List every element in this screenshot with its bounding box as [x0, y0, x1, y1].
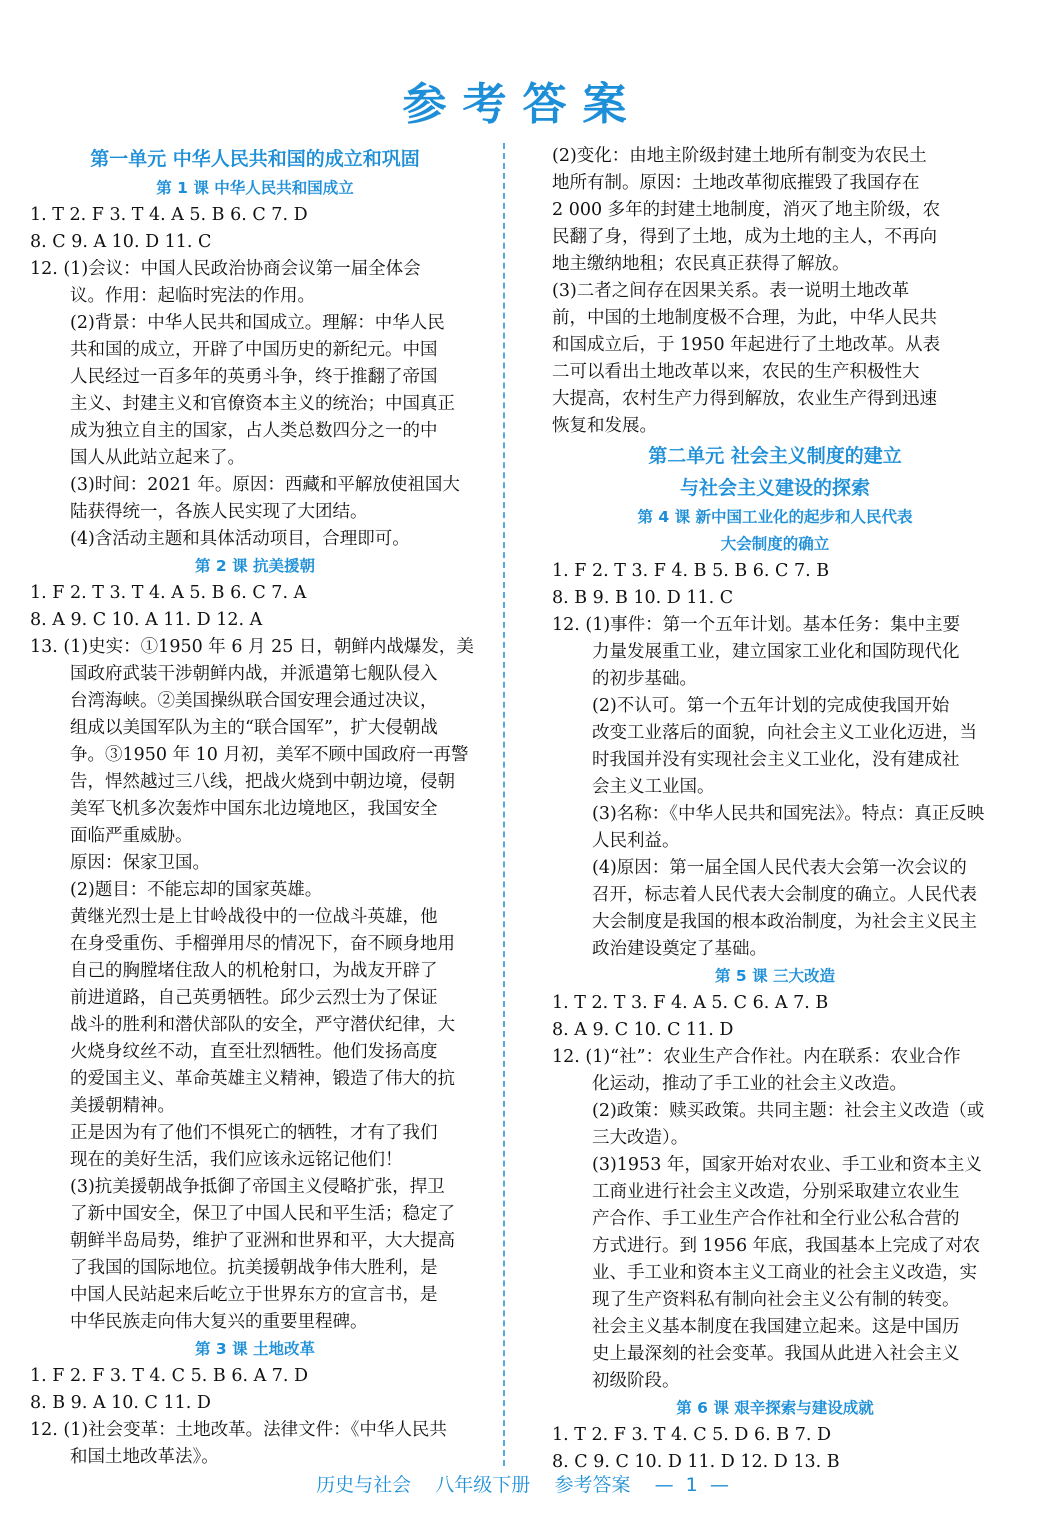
answer-line: 前，中国的土地制度极不合理，为此，中华人民共	[552, 308, 937, 328]
unit-heading: 第二单元 社会主义制度的建立	[648, 445, 902, 467]
answer-line-indented: 在身受重伤、手榴弹用尽的情况下，奋不顾身地用	[70, 934, 455, 954]
answer-line-indented: (2)背景：中华人民共和国成立。理解：中华人民	[70, 313, 445, 333]
answer-line-indented: 了我国的国际地位。抗美援朝战争伟大胜利，是	[70, 1258, 438, 1278]
right-column	[552, 143, 998, 1476]
lesson-heading: 第 3 课 土地改革	[195, 1340, 315, 1358]
answer-line-indented: 前进道路，自己英勇牺牲。邱少云烈士为了保证	[70, 988, 438, 1008]
answer-line: 地所有制。原因：土地改革彻底摧毁了我国存在	[552, 173, 920, 193]
lesson-heading: 大会制度的确立	[720, 535, 830, 553]
answer-line-indented: 美援朝精神。	[70, 1096, 175, 1116]
answer-line-indented: 大会制度是我国的根本政治制度，为社会主义民主	[592, 912, 977, 932]
answer-line-indented: 朝鲜半岛局势，维护了亚洲和世界和平，大大提高	[70, 1231, 455, 1251]
answer-line-indented: 人民经过一百多年的英勇斗争，终于推翻了帝国	[70, 367, 438, 387]
answer-line-indented: 正是因为有了他们不惧死亡的牺牲，才有了我们	[70, 1123, 438, 1143]
answer-line: 1. T 2. F 3. T 4. C 5. D 6. B 7. D	[552, 1425, 831, 1445]
answer-line-indented: 三大改造）。	[592, 1128, 689, 1148]
answer-line-indented: 现了生产资料私有制向社会主义公有制的转变。	[592, 1290, 960, 1310]
answer-line: 1. F 2. T 3. F 4. B 5. B 6. C 7. B	[552, 561, 830, 581]
answer-line-indented: 和国土地改革法》。	[70, 1447, 219, 1467]
answer-line: 1. F 2. T 3. T 4. A 5. B 6. C 7. A	[30, 583, 307, 603]
answer-line-indented: 争。③1950 年 10 月初，美军不顾中国政府一再警	[70, 745, 469, 765]
answer-line-indented: 史上最深刻的社会变革。我国从此进入社会主义	[592, 1344, 960, 1364]
answer-line-indented: 台湾海峡。②美国操纵联合国安理会通过决议，	[70, 691, 438, 711]
answer-line-indented: 自己的胸膛堵住敌人的机枪射口，为战友开辟了	[70, 961, 438, 981]
answer-line-indented: 陆获得统一，各族人民实现了大团结。	[70, 502, 368, 522]
answer-line-indented: (3)抗美援朝战争抵御了帝国主义侵略扩张，捍卫	[70, 1177, 445, 1197]
answer-line-indented: (3)名称：《中华人民共和国宪法》。特点：真正反映	[592, 804, 985, 824]
answer-line-indented: 了新中国安全，保卫了中国人民和平生活；稳定了	[70, 1204, 455, 1224]
answer-line: 8. B 9. A 10. C 11. D	[30, 1393, 211, 1413]
answer-line-indented: 现在的美好生活，我们应该永远铭记他们！	[70, 1150, 403, 1170]
answer-line-indented: 美军飞机多次轰炸中国东北边境地区，我国安全	[70, 799, 438, 819]
answer-line: 恢复和发展。	[552, 416, 657, 436]
answer-line-indented: 社会主义基本制度在我国建立起来。这是中国历	[592, 1317, 960, 1337]
answer-line-indented: 力量发展重工业，建立国家工业化和国防现代化	[592, 642, 960, 662]
answer-line: 12. (1)事件：第一个五年计划。基本任务：集中主要	[552, 615, 961, 635]
answer-line: 和国成立后，于 1950 年起进行了土地改革。从表	[552, 335, 941, 355]
answer-line-indented: 中国人民站起来后屹立于世界东方的宣言书，是	[70, 1285, 438, 1305]
answer-line: 12. (1)会议：中国人民政治协商会议第一届全体会	[30, 259, 421, 279]
answer-line-indented: 召开，标志着人民代表大会制度的确立。人民代表	[592, 885, 977, 905]
answer-line: 民翻了身，得到了土地，成为土地的主人，不再向	[552, 227, 937, 247]
answer-line: 8. C 9. C 10. D 11. D 12. D 13. B	[552, 1452, 840, 1472]
answer-line-indented: 产合作、手工业生产合作社和全行业公私合营的	[592, 1209, 960, 1229]
answer-line-indented: (2)不认可。第一个五年计划的完成使我国开始	[592, 696, 950, 716]
answer-line: 8. B 9. B 10. D 11. C	[552, 588, 734, 608]
answer-line: 1. F 2. F 3. T 4. C 5. B 6. A 7. D	[30, 1366, 309, 1386]
answer-line: 13. (1)史实：①1950 年 6 月 25 日，朝鲜内战爆发，美	[30, 637, 474, 657]
answer-line-indented: 成为独立自主的国家，占人类总数四分之一的中	[70, 421, 438, 441]
answer-line: 1. T 2. T 3. F 4. A 5. C 6. A 7. B	[552, 993, 829, 1013]
answer-line-indented: (3)时间：2021 年。原因：西藏和平解放使祖国大	[70, 475, 460, 495]
answer-line-indented: 面临严重威胁。	[70, 826, 193, 846]
unit-heading: 第一单元 中华人民共和国的成立和巩固	[90, 148, 420, 170]
answer-line-indented: 化运动，推动了手工业的社会主义改造。	[592, 1074, 907, 1094]
lesson-heading: 第 2 课 抗美援朝	[195, 557, 315, 575]
answer-line-indented: 会主义工业国。	[592, 777, 715, 797]
left-column	[30, 143, 480, 1471]
answer-line-indented: 初级阶段。	[592, 1371, 680, 1391]
lesson-heading: 第 1 课 中华人民共和国成立	[156, 179, 354, 197]
answer-line-indented: 时我国并没有实现社会主义工业化，没有建成社	[592, 750, 960, 770]
answer-line-indented: 中华民族走向伟大复兴的重要里程碑。	[70, 1312, 368, 1332]
unit-heading: 与社会主义建设的探索	[679, 477, 870, 499]
answer-line-indented: 议。作用：起临时宪法的作用。	[70, 286, 315, 306]
answer-line-indented: 战斗的胜利和潜伏部队的安全，严守潜伏纪律，大	[70, 1015, 455, 1035]
answer-line: 12. (1)社会变革：土地改革。法律文件：《中华人民共	[30, 1420, 447, 1440]
answer-line: (2)变化：由地主阶级封建土地所有制变为农民土	[552, 146, 927, 166]
answer-line: 地主缴纳地租；农民真正获得了解放。	[552, 254, 850, 274]
lesson-heading: 第 6 课 艰辛探索与建设成就	[676, 1399, 874, 1417]
page-footer: 历史与社会 八年级下册 参考答案 — 1 —	[316, 1474, 729, 1496]
answer-line: 12. (1)“社”：农业生产合作社。内在联系：农业合作	[552, 1047, 961, 1067]
answer-line-indented: (4)含活动主题和具体活动项目，合理即可。	[70, 529, 410, 549]
page-title: 参考答案	[402, 79, 643, 130]
answer-line: 8. C 9. A 10. D 11. C	[30, 232, 212, 252]
lesson-heading: 第 5 课 三大改造	[715, 967, 835, 985]
answer-line-indented: 国政府武装干涉朝鲜内战，并派遣第七舰队侵入	[70, 664, 438, 684]
answer-line-indented: 业、手工业和资本主义工商业的社会主义改造，实	[592, 1263, 977, 1283]
answer-line-indented: 告，悍然越过三八线，把战火烧到中朝边境，侵朝	[70, 772, 455, 792]
answer-line-indented: (4)原因：第一届全国人民代表大会第一次会议的	[592, 858, 967, 878]
answer-line-indented: 共和国的成立，开辟了中国历史的新纪元。中国	[70, 340, 438, 360]
answer-line-indented: 主义、封建主义和官僚资本主义的统治；中国真正	[70, 394, 455, 414]
answer-line-indented: 的初步基础。	[592, 669, 697, 689]
answer-line: (3)二者之间存在因果关系。表一说明土地改革	[552, 281, 910, 301]
answer-line-indented: (2)政策：赎买政策。共同主题：社会主义改造（或	[592, 1101, 985, 1121]
answer-line-indented: 的爱国主义、革命英雄主义精神，锻造了伟大的抗	[70, 1069, 455, 1089]
answer-line-indented: 改变工业落后的面貌，向社会主义工业化迈进，当	[592, 723, 977, 743]
answer-line: 二可以看出土地改革以来，农民的生产积极性大	[552, 362, 920, 382]
answer-line-indented: 火烧身纹丝不动，直至壮烈牺牲。他们发扬高度	[70, 1042, 438, 1062]
lesson-heading: 第 4 课 新中国工业化的起步和人民代表	[637, 508, 913, 526]
answer-line-indented: (3)1953 年，国家开始对农业、手工业和资本主义	[592, 1155, 982, 1175]
answer-line: 8. A 9. C 10. C 11. D	[552, 1020, 734, 1040]
answer-line-indented: 人民利益。	[592, 831, 680, 851]
answer-line-indented: 国人从此站立起来了。	[70, 448, 245, 468]
answer-line: 2 000 多年的封建土地制度，消灭了地主阶级，农	[552, 200, 941, 220]
answer-line: 1. T 2. F 3. T 4. A 5. B 6. C 7. D	[30, 205, 308, 225]
answer-line-indented: 工商业进行社会主义改造，分别采取建立农业生	[592, 1182, 960, 1202]
answer-line-indented: 原因：保家卫国。	[70, 853, 210, 873]
answer-line-indented: 政治建设奠定了基础。	[592, 939, 767, 959]
answer-line: 大提高，农村生产力得到解放，农业生产得到迅速	[552, 389, 937, 409]
answer-line-indented: (2)题目：不能忘却的国家英雄。	[70, 880, 323, 900]
answer-line-indented: 方式进行。到 1956 年底，我国基本上完成了对农	[592, 1236, 981, 1256]
answer-line-indented: 组成以美国军队为主的“联合国军”，扩大侵朝战	[70, 718, 438, 738]
answer-line: 8. A 9. C 10. A 11. D 12. A	[30, 610, 263, 630]
answer-line-indented: 黄继光烈士是上甘岭战役中的一位战斗英雄，他	[70, 907, 438, 927]
column-divider	[503, 143, 505, 1466]
